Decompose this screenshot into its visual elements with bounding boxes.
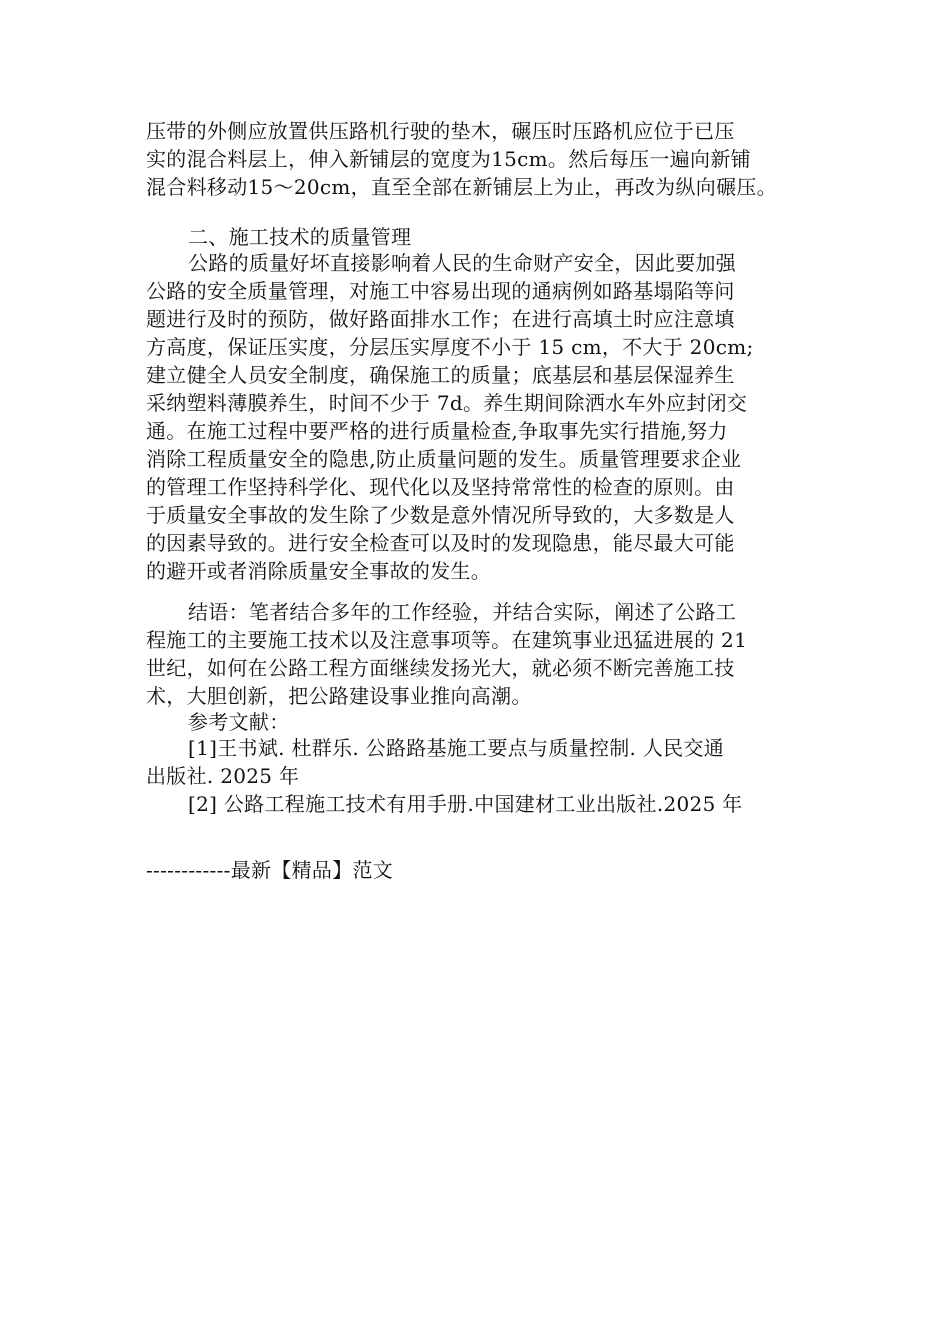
paragraph-line: 公路的安全质量管理，对施工中容易出现的通病例如路基塌陷等问 <box>146 279 735 303</box>
paragraph-line: 题进行及时的预防，做好路面排水工作；在进行高填土时应注意填 <box>146 307 735 331</box>
reference-item: [2] 公路工程施工技术有用手册.中国建材工业出版社.2025 年 <box>188 792 743 816</box>
paragraph-line: 混合料移动15～20cm，直至全部在新铺层上为止，再改为纵向碾压。 <box>146 175 777 199</box>
conclusion-line: 程施工的主要施工技术以及注意事项等。在建筑事业迅猛进展的 21 <box>146 628 748 652</box>
paragraph-line: 公路的质量好坏直接影响着人民的生命财产安全，因此要加强 <box>188 251 737 275</box>
paragraph-line: 的避开或者消除质量安全事故的发生。 <box>146 559 492 583</box>
paragraph-line: 消除工程质量安全的隐患,防止质量问题的发生。质量管理要求企业 <box>146 447 742 471</box>
reference-item-continued: 出版社. 2025 年 <box>146 764 300 788</box>
paragraph-line: 方高度，保证压实度，分层压实厚度不小于 15 cm，不大于 20cm; <box>146 335 754 359</box>
conclusion-line: 世纪，如何在公路工程方面继续发扬光大，就必须不断完善施工技 <box>146 656 735 680</box>
reference-item: [1]王书斌. 杜群乐. 公路路基施工要点与质量控制. 人民交通 <box>188 736 725 760</box>
paragraph-line: 实的混合料层上，伸入新铺层的宽度为15cm。然后每压一遍向新铺 <box>146 147 751 171</box>
conclusion-line: 结语：笔者结合多年的工作经验，并结合实际，阐述了公路工 <box>188 600 737 624</box>
paragraph-line: 采纳塑料薄膜养生，时间不少于 7d。养生期间除洒水车外应封闭交 <box>146 391 748 415</box>
paragraph-line: 的管理工作坚持科学化、现代化以及坚持常常性的检查的原则。由 <box>146 475 735 499</box>
footer-note: ------------最新【精品】范文 <box>146 858 394 882</box>
paragraph-line: 的因素导致的。进行安全检查可以及时的发现隐患，能尽最大可能 <box>146 531 735 555</box>
paragraph-line: 于质量安全事故的发生除了少数是意外情况所导致的，大多数是人 <box>146 503 735 527</box>
paragraph-line: 建立健全人员安全制度，确保施工的质量；底基层和基层保湿养生 <box>146 363 735 387</box>
paragraph-line: 通。在施工过程中要严格的进行质量检查,争取事先实行措施,努力 <box>146 419 728 443</box>
section-heading: 二、施工技术的质量管理 <box>188 225 412 249</box>
references-heading: 参考文献： <box>188 710 290 734</box>
paragraph-line: 压带的外侧应放置供压路机行驶的垫木，碾压时压路机应位于已压 <box>146 119 735 143</box>
conclusion-line: 术，大胆创新，把公路建设事业推向高潮。 <box>146 684 532 708</box>
